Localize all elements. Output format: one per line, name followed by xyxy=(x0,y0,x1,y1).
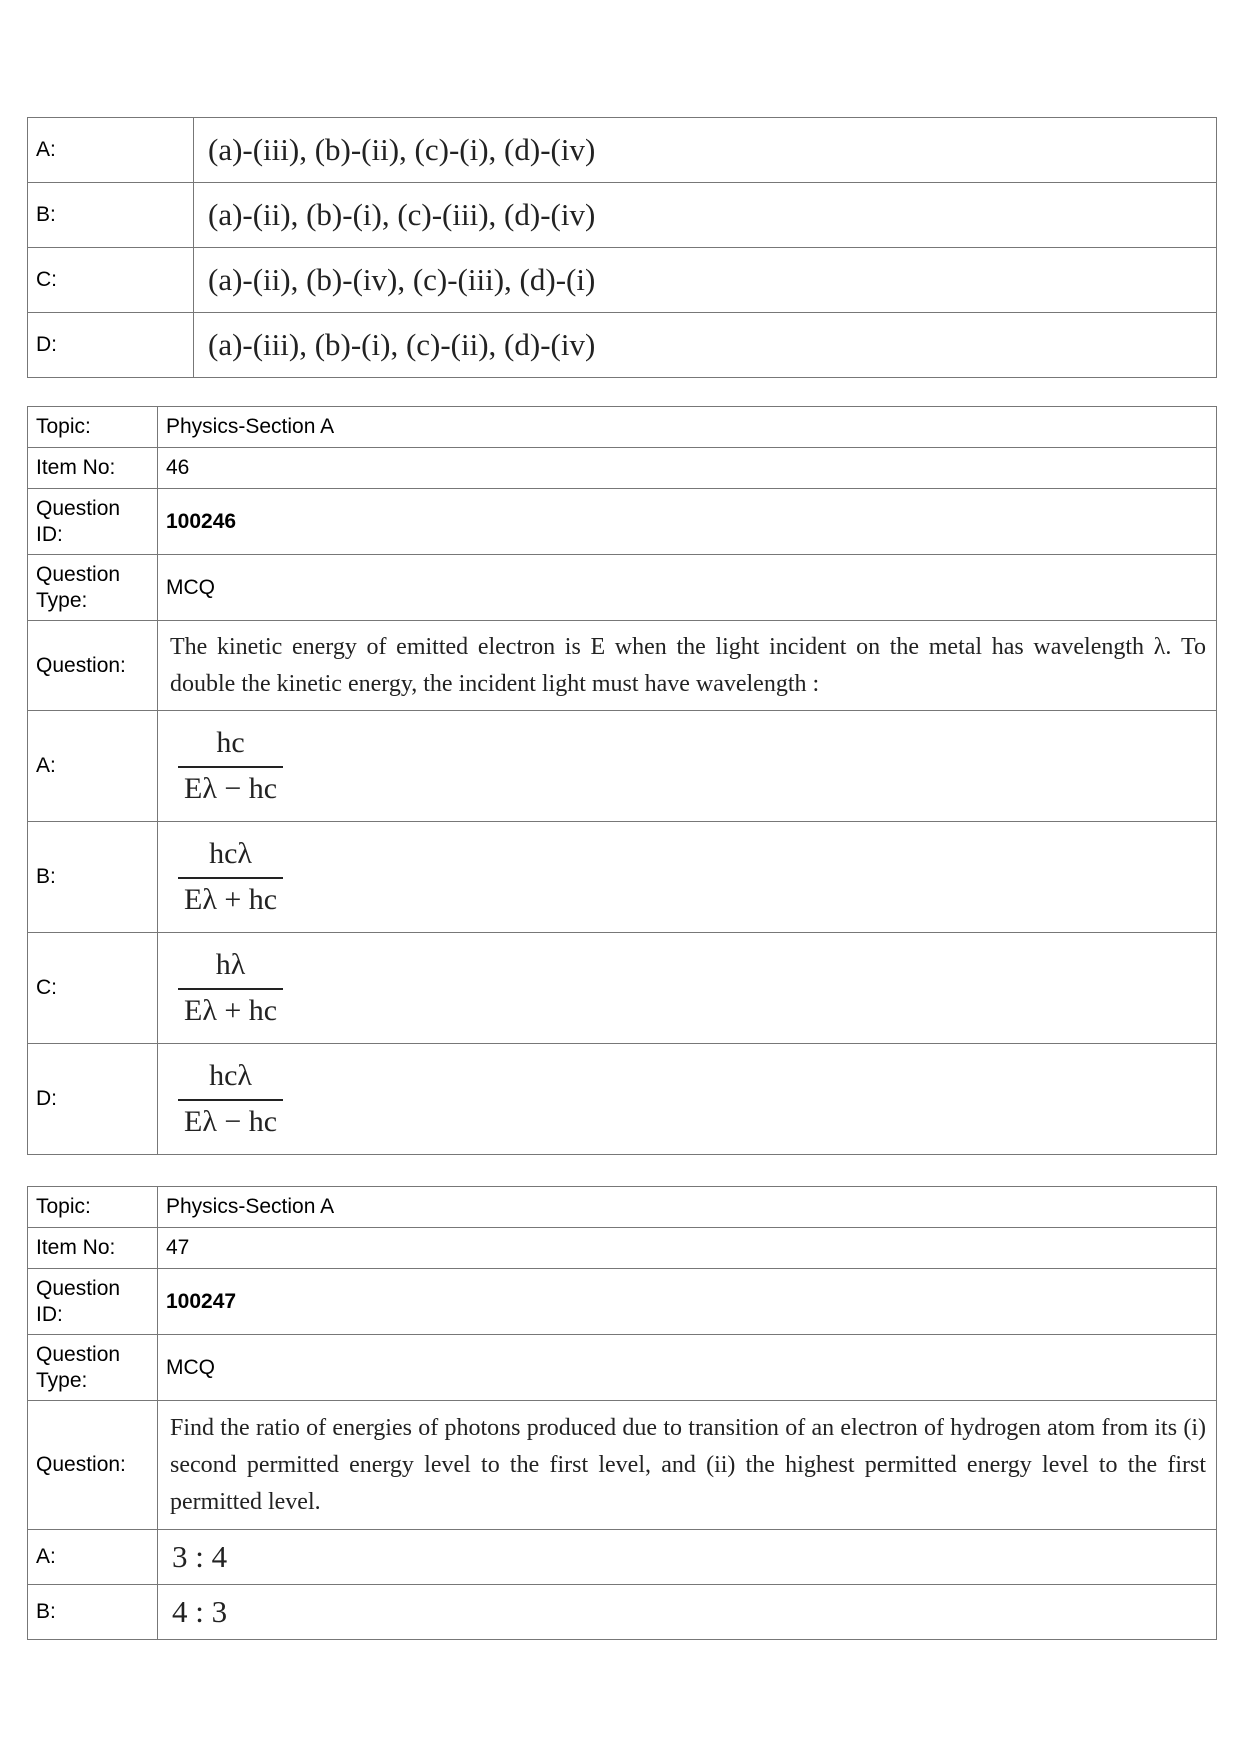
fraction-denominator: Eλ − hc xyxy=(184,772,278,805)
fraction-numerator: hcλ xyxy=(209,837,252,870)
option-label: B: xyxy=(28,822,158,933)
option-text: (a)-(ii), (b)-(i), (c)-(iii), (d)-(iv) xyxy=(194,183,1217,248)
question-label: Question: xyxy=(28,621,158,711)
option-label: C: xyxy=(28,248,194,313)
fraction xyxy=(178,1057,283,1141)
option-label: B: xyxy=(28,1585,158,1640)
option-row xyxy=(28,1530,1217,1585)
fraction-denominator: Eλ + hc xyxy=(184,883,278,916)
topic-label: Topic: xyxy=(28,1187,158,1228)
option-label: D: xyxy=(28,1044,158,1155)
option-text: (a)-(iii), (b)-(ii), (c)-(i), (d)-(iv) xyxy=(194,118,1217,183)
option-row xyxy=(28,313,1217,378)
option-formula xyxy=(158,933,1217,1044)
option-text: 4 : 3 xyxy=(158,1585,1217,1640)
fraction-numerator: hc xyxy=(216,726,245,759)
option-row xyxy=(28,1044,1217,1155)
option-label: D: xyxy=(28,313,194,378)
question-type-value: MCQ xyxy=(158,1335,1217,1401)
question-type-value: MCQ xyxy=(158,555,1217,621)
option-row xyxy=(28,248,1217,313)
item-no-label: Item No: xyxy=(28,1228,158,1269)
option-label: A: xyxy=(28,1530,158,1585)
option-row xyxy=(28,822,1217,933)
question-id-label: Question ID: xyxy=(28,489,158,555)
topic-label: Topic: xyxy=(28,407,158,448)
option-row xyxy=(28,933,1217,1044)
fraction-denominator: Eλ − hc xyxy=(184,1105,278,1138)
option-label: A: xyxy=(28,118,194,183)
previous-question-options xyxy=(27,117,1217,378)
option-row xyxy=(28,1585,1217,1640)
item-no-label: Item No: xyxy=(28,448,158,489)
fraction xyxy=(178,835,283,919)
option-row xyxy=(28,711,1217,822)
option-text: (a)-(iii), (b)-(i), (c)-(ii), (d)-(iv) xyxy=(194,313,1217,378)
fraction-denominator: Eλ + hc xyxy=(184,994,278,1027)
question-type-label: Question Type: xyxy=(28,555,158,621)
fraction xyxy=(178,946,283,1030)
question-text: Find the ratio of energies of photons produced due to transition of an electron of hydrogen atom from its (i) second permitted energy level to the first level, and (ii) the highest permitted energy level to the first permitted level. xyxy=(158,1401,1217,1530)
question-label: Question: xyxy=(28,1401,158,1530)
option-row xyxy=(28,118,1217,183)
option-text: 3 : 4 xyxy=(158,1530,1217,1585)
question-47-table xyxy=(27,1186,1217,1700)
question-id-value: 100247 xyxy=(158,1269,1217,1335)
item-no-value: 47 xyxy=(158,1228,1217,1269)
item-no-value: 46 xyxy=(158,448,1217,489)
fraction-numerator: hλ xyxy=(215,948,246,981)
question-id-label: Question ID: xyxy=(28,1269,158,1335)
question-id-value: 100246 xyxy=(158,489,1217,555)
option-label: C: xyxy=(28,933,158,1044)
topic-value: Physics-Section A xyxy=(158,407,1217,448)
question-46-table xyxy=(27,406,1217,1155)
option-formula xyxy=(158,1044,1217,1155)
option-row xyxy=(28,183,1217,248)
option-formula xyxy=(158,822,1217,933)
fraction xyxy=(178,724,283,808)
option-text: (a)-(ii), (b)-(iv), (c)-(iii), (d)-(i) xyxy=(194,248,1217,313)
fraction-numerator: hcλ xyxy=(209,1059,252,1092)
option-label: B: xyxy=(28,183,194,248)
page-bottom-margin xyxy=(0,1640,1240,1754)
topic-value: Physics-Section A xyxy=(158,1187,1217,1228)
option-label: A: xyxy=(28,711,158,822)
option-formula xyxy=(158,711,1217,822)
question-type-label: Question Type: xyxy=(28,1335,158,1401)
question-text: The kinetic energy of emitted electron is E when the light incident on the metal has wavelength λ. To double the kinetic energy, the incident light must have wavelength : xyxy=(158,621,1217,711)
